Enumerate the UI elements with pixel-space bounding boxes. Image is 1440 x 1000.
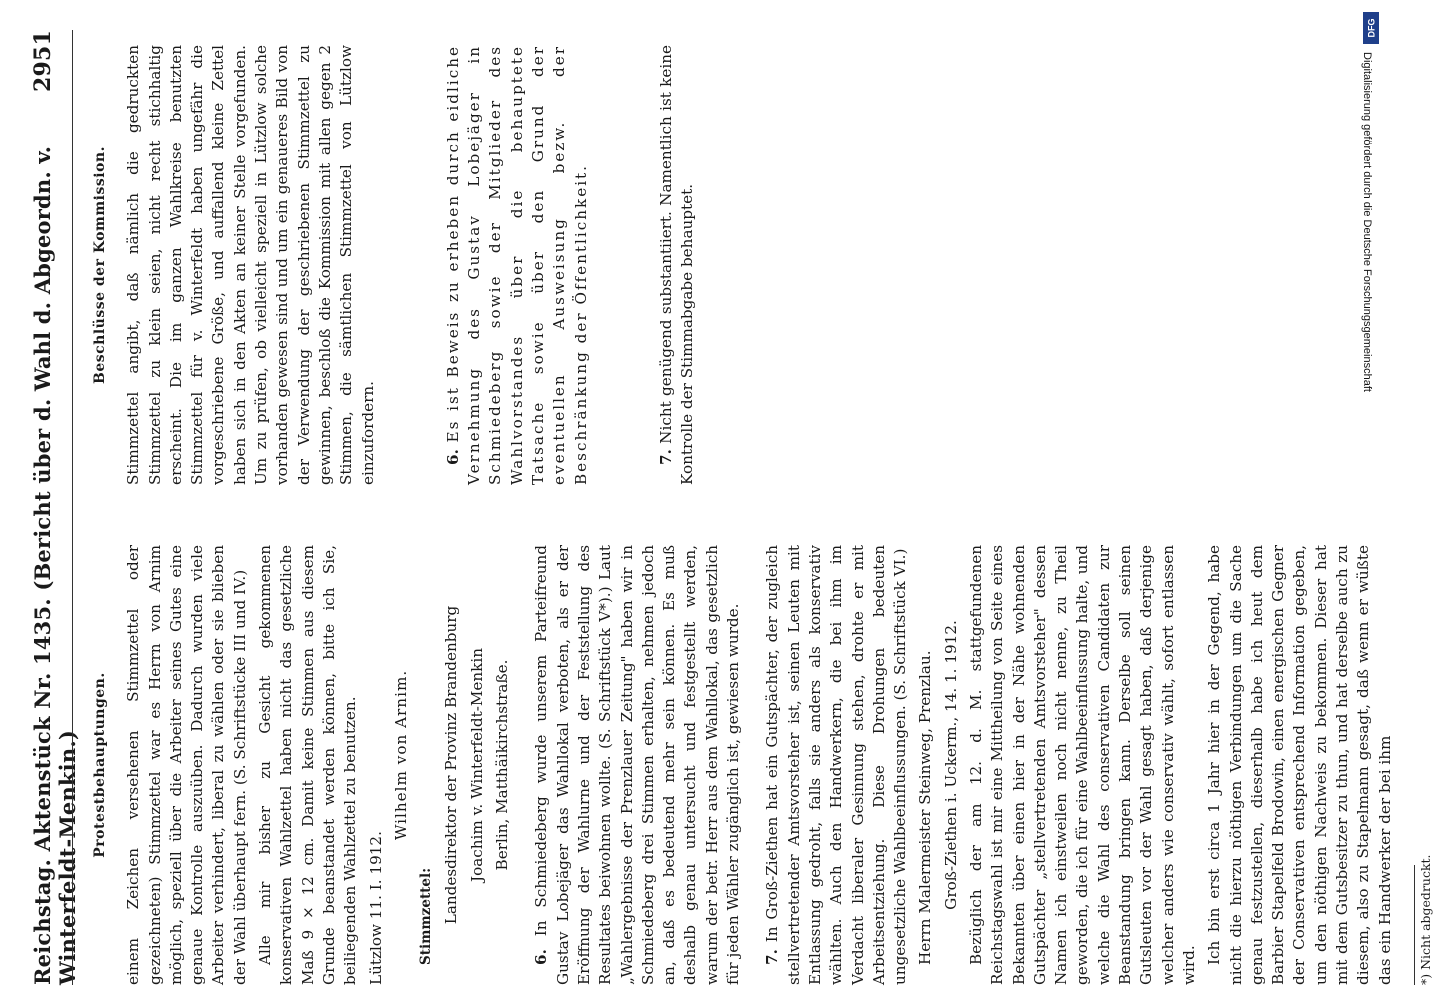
item-number: 6. [532,949,551,965]
item-number: 7. [763,949,782,965]
letter-paragraph: Bezüglich der am 12. d. M. stattgefundenen Reichstagswahl ist mir eine Mittheilung von Seite eines Bekannten über einen hier in der Nähe wohnenden Gutspächter „stellvertretenden Amtsvorsteher" dessen Namen ich einstweilen noch nicht nenne, zu Theil geworden, die ich für eine Wahlbeeinflussung halte, und welche die Wahl des conservativen Candidaten zur Beanstandung bringen kann. Derselbe soll seinen Gutsleuten vor der Wahl gesagt haben, daß derjenige welcher anders wie conservativ wählt, sofort entlassen wird. [966,545,1198,985]
right-column-heading: Beschlüsse der Kommission. [92,146,108,384]
signature: Wilhelm von Arnim. [391,669,410,841]
left-column-heading: Protestbehauptungen. [92,672,108,858]
letter-addressee: Herrn Malermeister Steinweg, Prenzlau. [916,650,935,965]
letter-paragraph: Ich bin erst circa 1 Jahr hier in der Gegend, habe nicht die hierzu nöthigen Verbindungen um die Sache genau festzustellen, dieserhalb habe ich heut dem Barbier Stapelfeld Brodowin, einen energischen Gegner der Conservativen entsprechend Information gegeben, um den nöthigen Nachweis zu bekommen. Dieser hat mit dem Gutsbesitzer zu thun, und hat derselbe auch zu diesem, also zu Stapelmann gesagt, daß wenn er wüßte das ein Handwerker der bei ihm [1205,545,1394,985]
dfg-logo-text: DFG [1366,18,1376,38]
item-6-decision [443,45,592,485]
ballot-label: Stimmzettel: [418,867,435,965]
ballot-line: Landesdirektor der Provinz Brandenburg [442,605,461,925]
place-date: Lützlow 11. I. 1912. [366,831,385,985]
letter-place-date: Groß-Ziethen i. Uckerm., 14. 1. 1912. [941,620,960,910]
page-number: 2951 [30,30,56,93]
item-number: 7. [656,449,675,465]
dfg-logo [1363,12,1379,44]
item-7-decision [656,45,699,485]
ballot-line: Joachim v. Winterfeldt-Menkin [467,648,486,883]
ballot-line: Berlin, Matthäikirchstraße. [493,659,512,871]
paragraph: Alle mir bisher zu Gesicht gekommenen konservativen Wahlzettel haben nicht das gesetzliche Maß 9 × 12 cm. Damit keine Stimmen aus diesem Grunde beanstandet werden können, bitte ich Sie, beiliegenden Wahlzettel zu benutzen. [256,545,360,985]
footnote: *) Nicht abgedruckt. [1417,854,1433,985]
item-7-claim [762,545,911,985]
left-column-protest-claims [90,545,1440,985]
page-header [30,30,80,985]
item-number: 6. [443,449,462,465]
item-6-claim [531,545,744,985]
item-text: Nicht genügend substantiiert. Namentlich ist keine Kontrolle der Stimmabgabe behauptet. [656,44,697,485]
item-text: Es ist Beweis zu erheben durch eidliche Vernehmung des Gustav Lobejäger in Schmiedeberg sowie der Mitglieder des Wahlvorstandes über die behauptete Tatsache sowie über den Grund der eventuellen Ausweisung bezw. der Beschränkung der Öffentlichkeit. [443,45,590,485]
credit-text: Digitalisierung gefördert durch die Deutsche Forschungsgemeinschaft [1361,52,1373,392]
right-column-commission-decisions [90,45,703,485]
digitization-credit [1360,8,1382,998]
header-divider [72,30,73,985]
paragraph: Stimmzettel angibt, daß nämlich die gedruckten Stimmzettel zu klein seien, nicht recht stichhaltig erscheint. Die im ganzen Wahlkreise benutzten Stimmzettel für v. Winterfeldt haben ungefähr die vorgeschriebene Größe, und auffallend kleine Zettel haben sich in den Akten an keiner Stelle vorgefunden. Um zu prüfen, ob vielleicht speziell in Lützlow solche vorhanden gewesen sind und um ein genaueres Bild von der Verwendung der geschriebenen Stimmzettel zu gewinnen, beschloß die Kommission mit allen gegen 2 Stimmen, die sämtlichen Stimmzettel von Lützlow einzufordern. [124,45,377,485]
header-title: Reichstag. Aktenstück Nr. 1435. (Bericht über d. Wahl d. Abgeordn. v. Winterfeldt-Menkin.) [30,145,80,985]
item-text: In Groß-Ziethen hat ein Gutspächter, der zugleich stellvertretender Amtsvorsteher ist, seinen Leuten mit Entlassung gedroht, falls sie anders als konservativ wählten. Auch den Handwerkern, die bei ihm im Verdacht liberaler Gesinnung stehen, drohte er mit Arbeitsentziehung. Diese Drohungen bedeuten ungesetzliche Wahlbeeinflussungen. (S. Schriftstück VI.) [763,544,910,985]
item-text: In Schmiedeberg wurde unserem Parteifreund Gustav Lobejäger das Wahllokal verboten, als er der Eröffnung der Wahlurne und der Feststellung des Resultates beiwohnen wollte. (S. Schriftstück V*).) Laut „Wahlergebnisse der Prenzlauer Zeitung" haben wir in Schmiedeberg drei Stimmen erhalten, nehmen jedoch an, daß es bedeutend mehr sein können. Es muß deshalb genau untersucht und festgestellt werden, warum der betr. Herr aus dem Wahllokal, das gesetzlich für jeden Wähler zugänglich ist, gewiesen wurde. [532,544,743,985]
paragraph: einem Zeichen versehenen Stimmzettel oder gezeichneten) Stimmzettel war es Herrn von Arnim möglich, speziell über die Arbeiter seines Gutes eine genaue Kontrolle auszuüben. Dadurch wurden viele Arbeiter verhindert, liberal zu wählen oder sie blieben der Wahl überhaupt fern. (S. Schriftstücke III und IV.) [124,545,249,985]
